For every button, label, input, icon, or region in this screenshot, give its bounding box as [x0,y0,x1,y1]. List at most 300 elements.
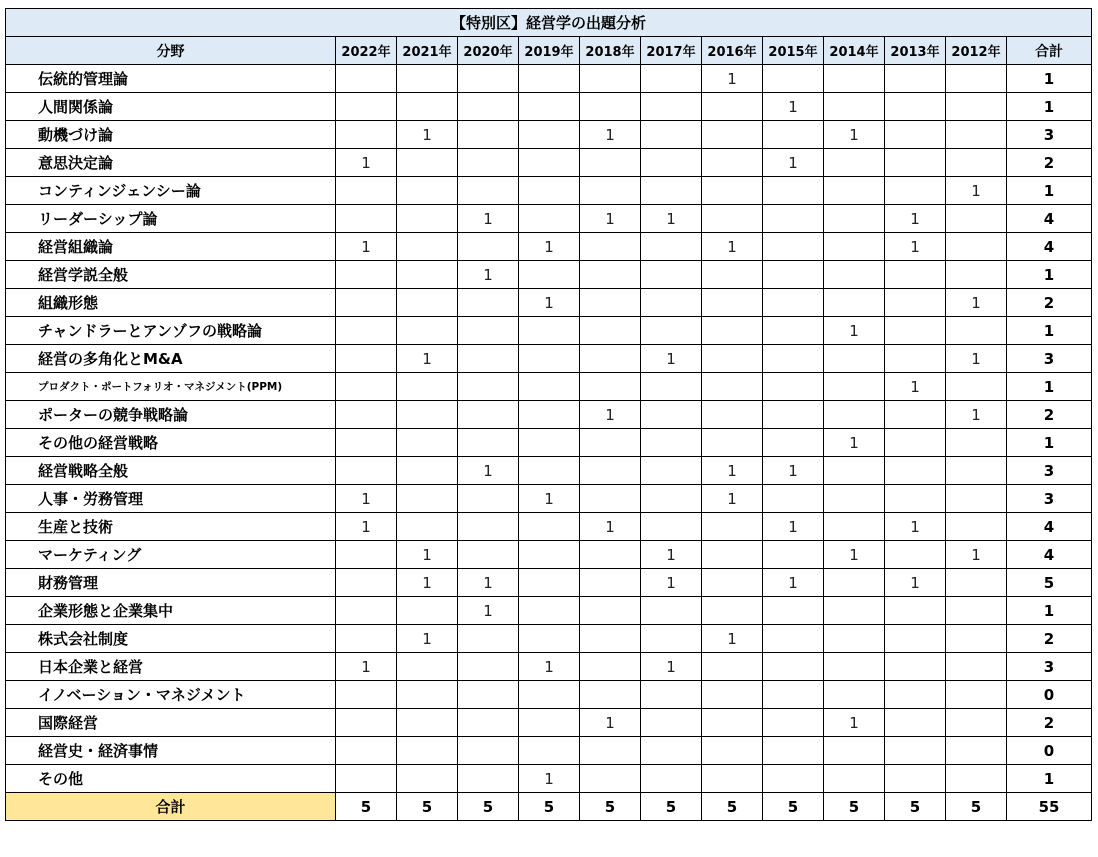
year-cell [336,765,397,793]
year-cell [519,625,580,653]
year-cell [458,541,519,569]
year-header: 2013年 [885,37,946,65]
year-cell [763,681,824,709]
year-sum-cell: 5 [397,793,458,821]
year-cell [885,485,946,513]
year-cell [824,485,885,513]
year-cell [824,401,885,429]
year-cell [397,373,458,401]
table-row [6,681,1092,709]
year-cell [641,625,702,653]
year-cell [519,681,580,709]
year-header: 2021年 [397,37,458,65]
year-cell [519,177,580,205]
year-cell [763,205,824,233]
row-label: 人間関係論 [6,93,336,121]
year-cell [885,457,946,485]
year-cell [824,513,885,541]
year-cell [580,233,641,261]
table-row [6,709,1092,737]
sum-label: 合計 [6,793,336,821]
year-cell [946,373,1007,401]
year-cell [519,541,580,569]
year-cell [519,401,580,429]
year-cell [946,485,1007,513]
year-cell: 1 [885,569,946,597]
year-cell [580,457,641,485]
year-cell [336,93,397,121]
row-label: プロダクト・ポートフォリオ・マネジメント(PPM) [6,373,336,401]
row-label: その他 [6,765,336,793]
table-row [6,373,1092,401]
year-cell [336,401,397,429]
year-cell [580,681,641,709]
year-cell [885,597,946,625]
table-row [6,149,1092,177]
table-row [6,513,1092,541]
year-cell [336,541,397,569]
year-sum-cell: 5 [580,793,641,821]
row-label: 経営の多角化とM&A [6,345,336,373]
year-cell [702,289,763,317]
row-total: 1 [1007,317,1092,345]
year-cell [824,233,885,261]
year-cell [702,513,763,541]
year-cell [641,233,702,261]
year-cell [336,709,397,737]
year-cell: 1 [702,485,763,513]
year-cell [702,205,763,233]
year-cell [702,681,763,709]
year-cell [519,93,580,121]
year-cell [458,709,519,737]
row-label: マーケティング [6,541,336,569]
year-cell [824,149,885,177]
year-cell: 1 [519,653,580,681]
field-header: 分野 [6,37,336,65]
year-cell [580,345,641,373]
row-label: 経営組織論 [6,233,336,261]
table-row [6,765,1092,793]
year-cell: 1 [702,65,763,93]
year-cell [763,653,824,681]
year-cell [946,597,1007,625]
year-cell [397,737,458,765]
year-sum-cell: 5 [702,793,763,821]
year-cell [824,681,885,709]
year-cell [519,457,580,485]
year-sum-cell: 5 [946,793,1007,821]
year-cell: 1 [763,93,824,121]
year-sum-cell: 5 [519,793,580,821]
year-cell [763,177,824,205]
year-cell [946,65,1007,93]
table-row [6,93,1092,121]
year-cell [702,149,763,177]
year-cell [397,681,458,709]
year-cell: 1 [458,569,519,597]
year-cell [458,65,519,93]
row-total: 5 [1007,569,1092,597]
row-total: 3 [1007,121,1092,149]
year-cell [580,317,641,345]
year-cell: 1 [763,149,824,177]
year-cell [824,261,885,289]
row-total: 2 [1007,401,1092,429]
year-cell [458,485,519,513]
row-total: 1 [1007,93,1092,121]
year-cell [702,93,763,121]
row-total: 4 [1007,513,1092,541]
year-cell [580,261,641,289]
sum-row [6,793,1092,821]
table-title: 【特別区】経営学の出題分析 [6,9,1092,37]
year-cell: 1 [885,233,946,261]
year-cell [702,541,763,569]
year-header: 2016年 [702,37,763,65]
year-cell [519,429,580,457]
year-cell [885,653,946,681]
year-cell [641,681,702,709]
row-label: 株式会社制度 [6,625,336,653]
year-cell: 1 [824,541,885,569]
year-cell [580,177,641,205]
year-cell: 1 [519,289,580,317]
year-sum-cell: 5 [824,793,885,821]
year-cell: 1 [336,513,397,541]
table-row [6,233,1092,261]
row-total: 4 [1007,233,1092,261]
year-cell [397,205,458,233]
year-header: 2015年 [763,37,824,65]
year-cell [946,625,1007,653]
year-cell [336,317,397,345]
year-cell: 1 [336,149,397,177]
year-cell [580,541,641,569]
year-cell [824,289,885,317]
year-header: 2014年 [824,37,885,65]
row-label: 経営史・経済事情 [6,737,336,765]
year-cell [641,401,702,429]
year-cell [336,597,397,625]
year-cell [702,261,763,289]
year-cell [763,65,824,93]
year-cell [946,709,1007,737]
year-cell: 1 [885,205,946,233]
year-cell [397,65,458,93]
year-header: 2012年 [946,37,1007,65]
year-cell [458,149,519,177]
year-cell [519,709,580,737]
year-cell [763,429,824,457]
year-header: 2020年 [458,37,519,65]
table-row [6,653,1092,681]
year-cell: 1 [397,625,458,653]
year-cell [458,429,519,457]
year-cell [641,149,702,177]
year-cell [336,121,397,149]
year-cell [397,597,458,625]
row-total: 2 [1007,289,1092,317]
year-cell: 1 [641,569,702,597]
year-cell [946,653,1007,681]
year-cell [397,401,458,429]
year-cell [397,177,458,205]
year-cell: 1 [641,653,702,681]
year-cell [336,737,397,765]
year-cell [702,765,763,793]
row-total: 3 [1007,457,1092,485]
year-cell [580,289,641,317]
header-row [6,37,1092,65]
year-cell [519,737,580,765]
year-cell: 1 [824,317,885,345]
row-label: 組織形態 [6,289,336,317]
row-label: 生産と技術 [6,513,336,541]
year-cell [763,485,824,513]
year-cell [580,569,641,597]
year-cell [641,317,702,345]
year-cell [885,681,946,709]
year-cell [458,401,519,429]
table-row [6,485,1092,513]
year-cell [946,233,1007,261]
year-cell [885,709,946,737]
year-cell [519,317,580,345]
year-cell [824,653,885,681]
table-row [6,401,1092,429]
year-cell [946,429,1007,457]
table-row [6,289,1092,317]
year-cell [580,93,641,121]
row-label: 意思決定論 [6,149,336,177]
year-sum-cell: 5 [641,793,702,821]
year-cell: 1 [336,653,397,681]
year-cell: 1 [824,709,885,737]
year-cell [641,485,702,513]
row-label: 日本企業と経営 [6,653,336,681]
year-cell [885,121,946,149]
year-cell [763,345,824,373]
year-cell [397,261,458,289]
year-cell [458,737,519,765]
year-cell [885,625,946,653]
year-cell [946,569,1007,597]
row-label: 人事・労務管理 [6,485,336,513]
year-cell [763,401,824,429]
year-cell [336,373,397,401]
analysis-table [5,8,1092,821]
year-header: 2017年 [641,37,702,65]
year-cell [946,681,1007,709]
year-cell [702,121,763,149]
year-sum-cell: 5 [458,793,519,821]
year-cell [397,429,458,457]
row-total: 2 [1007,625,1092,653]
year-cell [946,149,1007,177]
year-cell [458,681,519,709]
year-cell: 1 [946,177,1007,205]
year-cell [824,93,885,121]
year-cell [885,317,946,345]
year-cell [946,457,1007,485]
year-cell: 1 [397,121,458,149]
year-cell [641,765,702,793]
year-header: 2018年 [580,37,641,65]
year-cell [336,205,397,233]
year-cell [397,485,458,513]
year-cell [885,765,946,793]
year-cell [580,485,641,513]
year-cell [702,429,763,457]
year-cell [885,541,946,569]
year-cell [641,261,702,289]
year-cell [702,317,763,345]
year-cell [641,177,702,205]
year-cell [397,289,458,317]
table-row [6,317,1092,345]
row-total: 1 [1007,429,1092,457]
year-cell: 1 [946,345,1007,373]
year-cell: 1 [458,205,519,233]
row-total: 3 [1007,345,1092,373]
year-cell [519,121,580,149]
year-cell [702,177,763,205]
year-cell [458,653,519,681]
year-cell [824,345,885,373]
year-cell [763,261,824,289]
year-cell [885,65,946,93]
year-cell [824,65,885,93]
year-cell [336,457,397,485]
year-cell: 1 [458,457,519,485]
row-label: 伝統的管理論 [6,65,336,93]
year-cell [885,737,946,765]
grand-total: 55 [1007,793,1092,821]
year-cell [397,457,458,485]
year-cell [397,513,458,541]
row-label: その他の経営戦略 [6,429,336,457]
year-cell [763,765,824,793]
year-cell [763,625,824,653]
year-cell [885,177,946,205]
year-cell [580,149,641,177]
year-cell [641,121,702,149]
table-row [6,429,1092,457]
year-cell: 1 [885,373,946,401]
row-total: 4 [1007,541,1092,569]
year-cell [336,569,397,597]
year-cell [336,261,397,289]
year-cell [641,737,702,765]
year-cell: 1 [885,513,946,541]
year-cell [641,513,702,541]
year-cell [702,373,763,401]
year-cell: 1 [580,121,641,149]
year-cell [702,737,763,765]
year-cell [397,149,458,177]
year-cell: 1 [702,625,763,653]
table-row [6,177,1092,205]
year-cell [885,401,946,429]
year-cell: 1 [946,401,1007,429]
year-cell [458,317,519,345]
row-total: 1 [1007,65,1092,93]
analysis-table-container [5,8,1092,821]
year-cell [702,653,763,681]
year-cell [580,373,641,401]
year-cell [397,709,458,737]
year-cell [641,93,702,121]
year-cell [641,373,702,401]
year-cell [519,65,580,93]
year-cell [336,65,397,93]
year-cell [763,121,824,149]
year-cell [336,177,397,205]
year-cell [458,513,519,541]
row-label: 国際経営 [6,709,336,737]
year-cell [824,765,885,793]
year-cell [824,625,885,653]
year-cell [519,345,580,373]
year-cell [763,737,824,765]
year-cell: 1 [641,541,702,569]
row-label: 動機づけ論 [6,121,336,149]
row-total: 2 [1007,149,1092,177]
year-cell [885,93,946,121]
year-cell [641,709,702,737]
year-cell [519,261,580,289]
year-cell [336,625,397,653]
row-total: 4 [1007,205,1092,233]
table-row [6,205,1092,233]
year-cell [946,205,1007,233]
year-cell: 1 [519,485,580,513]
row-label: リーダーシップ論 [6,205,336,233]
row-total: 1 [1007,765,1092,793]
table-row [6,569,1092,597]
year-cell: 1 [336,485,397,513]
table-row [6,121,1092,149]
year-cell [702,345,763,373]
year-cell [763,709,824,737]
table-row [6,345,1092,373]
row-total: 1 [1007,261,1092,289]
year-cell [885,149,946,177]
year-cell [824,569,885,597]
year-sum-cell: 5 [763,793,824,821]
year-cell [946,93,1007,121]
row-label: 経営戦略全般 [6,457,336,485]
row-label: 経営学説全般 [6,261,336,289]
year-cell [824,597,885,625]
year-cell [397,765,458,793]
year-header: 2022年 [336,37,397,65]
row-total: 0 [1007,737,1092,765]
year-cell [458,121,519,149]
year-cell: 1 [702,457,763,485]
year-cell [946,121,1007,149]
year-cell [641,429,702,457]
year-cell [641,457,702,485]
year-cell [519,597,580,625]
year-cell [580,597,641,625]
year-cell [458,765,519,793]
year-cell [824,737,885,765]
year-cell: 1 [458,261,519,289]
year-cell: 1 [946,541,1007,569]
year-cell: 1 [763,569,824,597]
